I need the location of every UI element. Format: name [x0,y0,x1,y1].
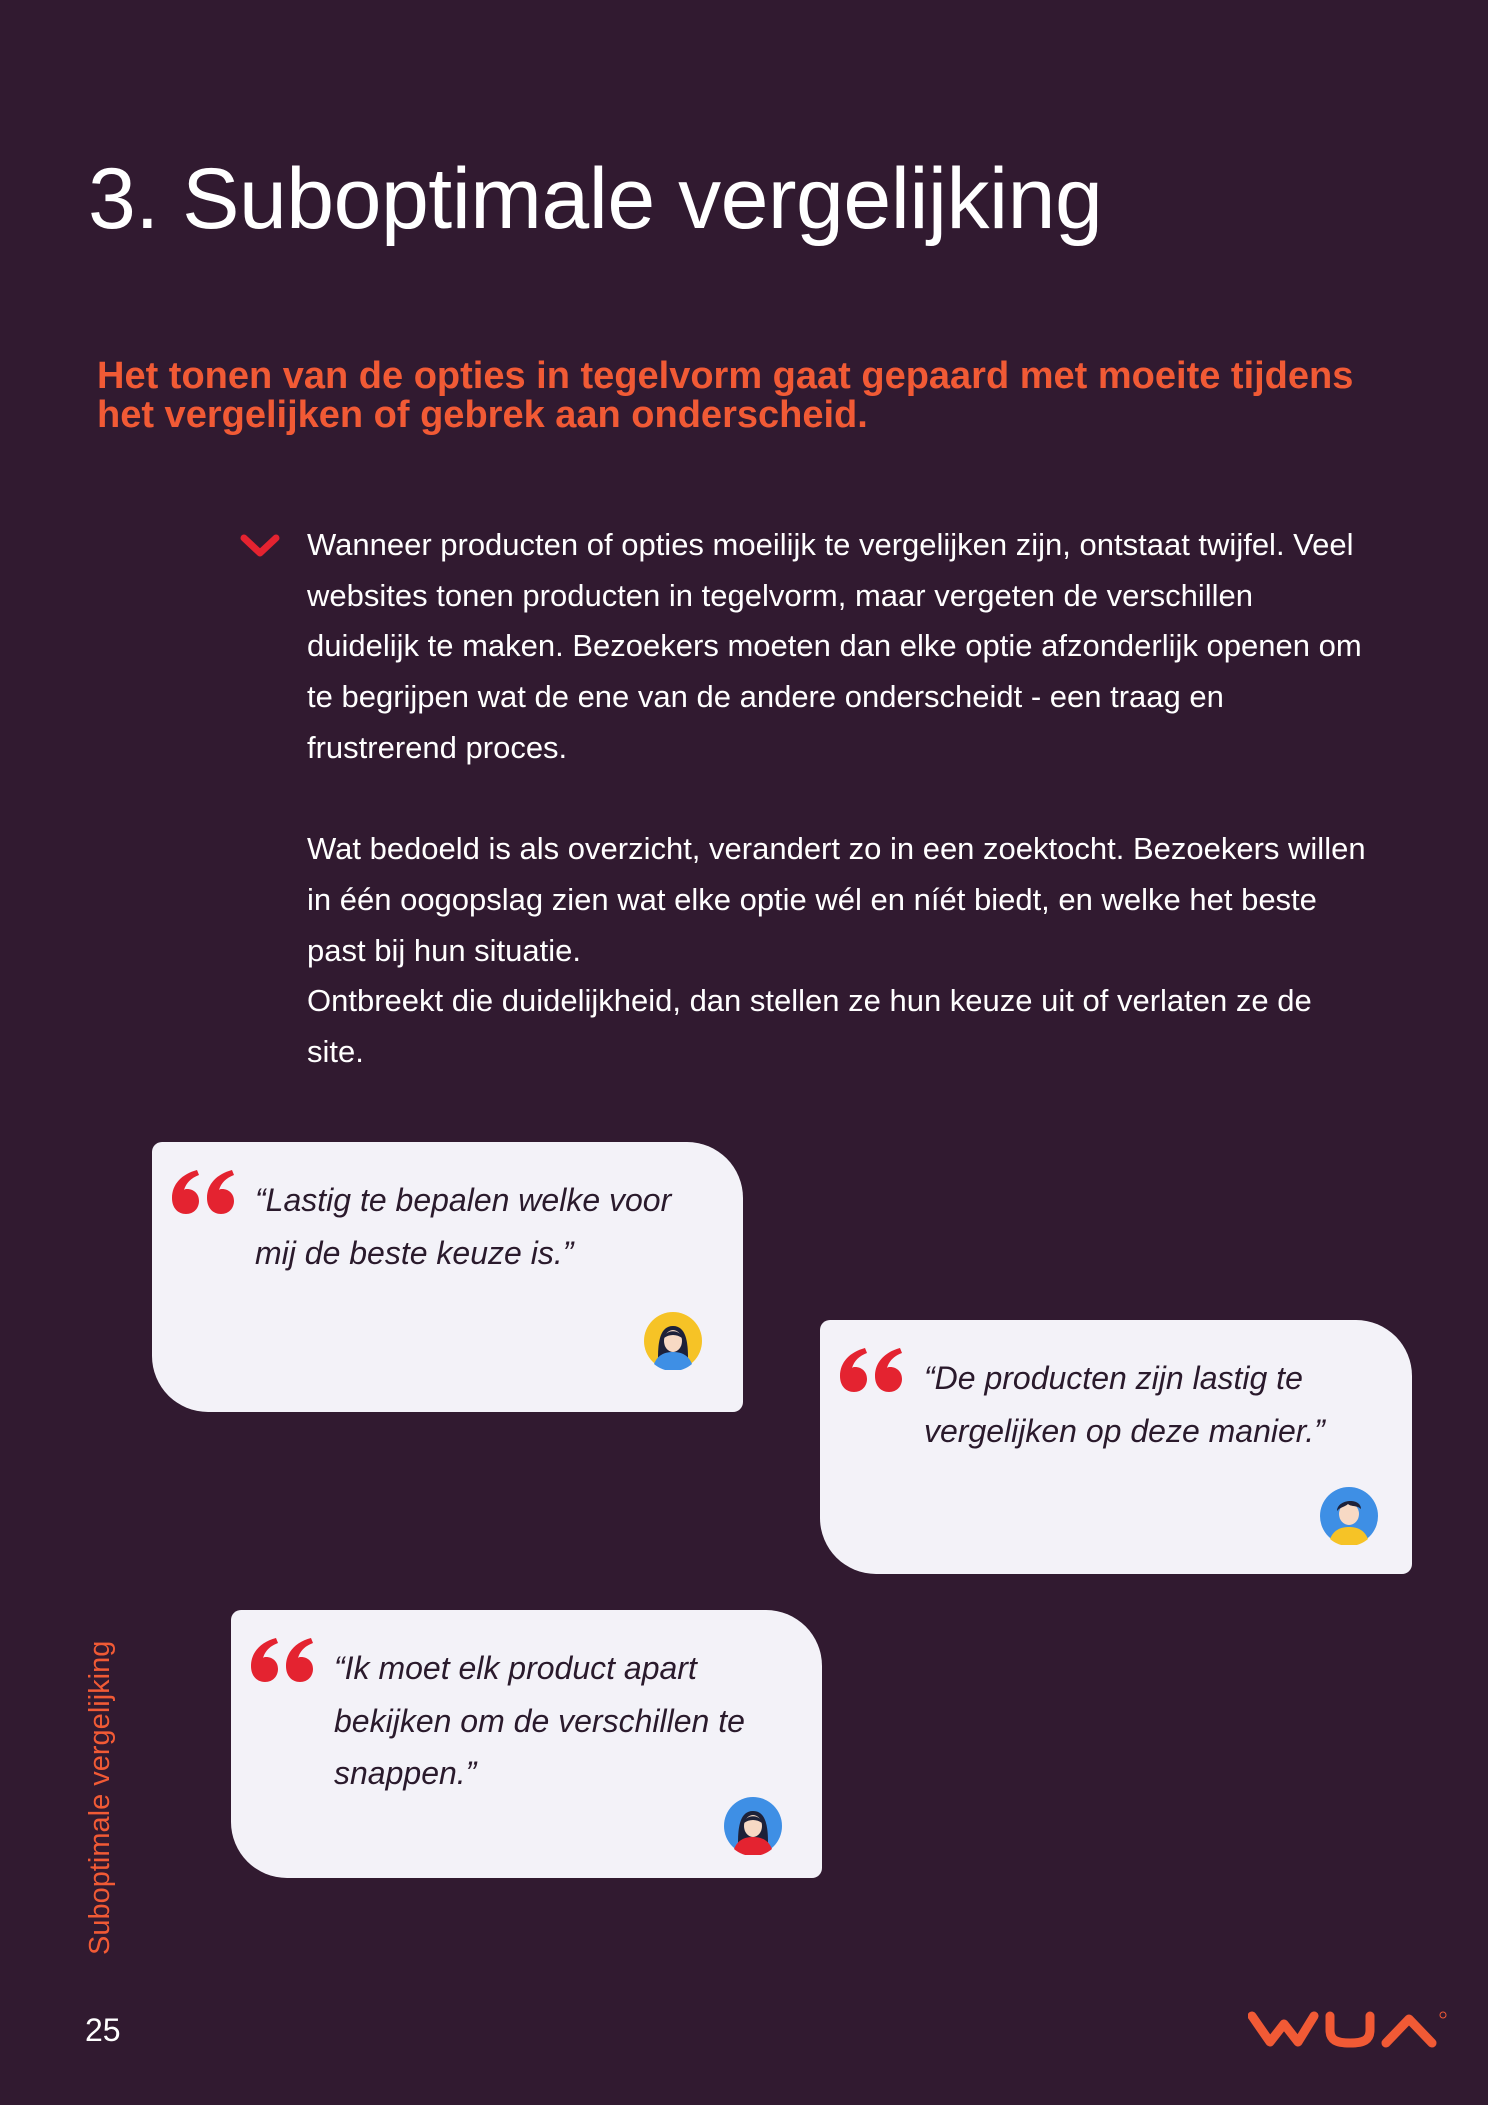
quote-card [231,1610,822,1878]
man-avatar-icon [1320,1487,1378,1545]
page-subtitle: Het tonen van de opties in tegelvorm gaat gepaard met moeite tijdens het vergelijken of gebrek aan onderscheid. [97,355,1354,436]
body-text [307,520,1367,1078]
quote-text: “Lastig te bepalen welke voor mij de beste keuze is.” [255,1182,672,1271]
woman-avatar-icon [724,1797,782,1855]
wua-logo [1248,2010,1448,2050]
quote-card [820,1320,1412,1574]
chevron-down-icon [240,533,280,559]
body-paragraph: Wat bedoeld is als overzicht, verandert zo in een zoektocht. Bezoekers willen in één oogopslag zien wat elke optie wél en níét biedt, en welke het beste past bij hun situatie. [307,831,1366,968]
quote-mark-icon [166,1164,238,1220]
quote-text: “Ik moet elk product apart bekijken om de verschillen te snappen.” [334,1650,745,1791]
quote-mark-icon [245,1632,317,1688]
quote-card [152,1142,743,1412]
section-side-label: Suboptimale vergelijking [84,1640,116,1955]
woman-avatar-icon [644,1312,702,1370]
quote-mark-icon [834,1342,906,1398]
body-paragraph: Ontbreekt die duidelijkheid, dan stellen ze hun keuze uit of verlaten ze de site. [307,983,1312,1070]
page-number: 25 [85,2012,121,2048]
body-paragraph: Wanneer producten of opties moeilijk te vergelijken zijn, ontstaat twijfel. Veel websites tonen producten in tegelvorm, maar vergeten de verschillen duidelijk te maken. Bezoekers moeten dan elke optie afzonderlijk openen om te begrijpen wat de ene van de andere onderscheidt - een traag en frustrerend proces. [307,527,1362,765]
page-title: 3. Suboptimale vergelijking [88,151,1103,247]
quote-text: “De producten zijn lastig te vergelijken op deze manier.” [924,1360,1325,1449]
